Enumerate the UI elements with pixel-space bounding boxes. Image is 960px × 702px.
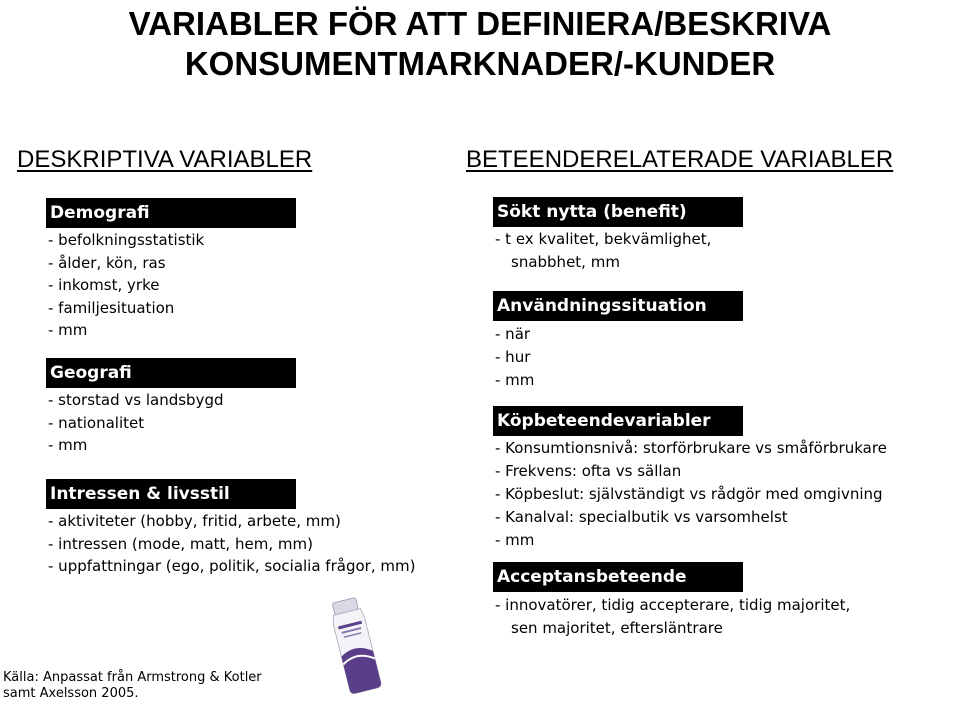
demografi-header: Demografi: [46, 198, 296, 228]
list-item: - Kanalval: specialbutik vs varsomhelst: [495, 508, 788, 526]
list-item: - intressen (mode, matt, hem, mm): [48, 534, 313, 553]
source-citation: [3, 670, 262, 702]
list-item: - aktiviteter (hobby, fritid, arbete, mm): [48, 512, 341, 530]
list-item: - befolkningsstatistik: [48, 231, 205, 249]
list-item: - uppfattningar (ego, politik, socialia frågor, mm): [48, 557, 416, 575]
list-item: sen majoritet, eftersläntrare: [511, 619, 723, 637]
intressen-header: Intressen & livsstil: [46, 479, 296, 509]
list-item: - ålder, kön, ras: [48, 253, 166, 272]
anvandningssituation-block: [493, 291, 743, 392]
kopbeteende-header: Köpbeteendevariabler: [493, 406, 743, 436]
source-line-2: samt Axelsson 2005.: [3, 686, 139, 701]
list-item: - familjesituation: [48, 298, 175, 317]
list-item: snabbhet, mm: [511, 253, 620, 271]
list-item: - hur: [495, 348, 531, 366]
list-item: - nationalitet: [48, 413, 145, 432]
intressen-block: [46, 479, 415, 578]
list-item: - mm: [48, 436, 88, 454]
list-item: - storstad vs landsbygd: [48, 391, 224, 409]
list-item: - t ex kvalitet, bekvämlighet,: [495, 230, 712, 248]
acceptans-header: Acceptansbeteende: [493, 562, 743, 592]
sokt-nytta-block: [493, 197, 743, 274]
anvandningssituation-header: Användningssituation: [493, 291, 743, 321]
demografi-block: [46, 198, 296, 342]
list-item: - Frekvens: ofta vs sällan: [495, 462, 682, 480]
list-item: - mm: [495, 371, 535, 389]
acceptans-block: [493, 562, 850, 640]
title-line-1: VARIABLER FÖR ATT DEFINIERA/BESKRIVA: [128, 5, 832, 42]
sokt-nytta-header: Sökt nytta (benefit): [493, 197, 743, 227]
page-title: [0, 4, 960, 84]
list-item: - mm: [48, 321, 88, 339]
list-item: - innovatörer, tidig accepterare, tidig majoritet,: [495, 596, 851, 614]
right-column-heading: BETEENDERELATERADE VARIABLER: [466, 146, 894, 173]
yoghurt-bottle-image: [325, 595, 385, 695]
left-column-heading: DESKRIPTIVA VARIABLER: [17, 146, 313, 173]
list-item: - inkomst, yrke: [48, 276, 160, 294]
list-item: - Konsumtionsnivå: storförbrukare vs småförbrukare: [495, 439, 887, 457]
geografi-header: Geografi: [46, 358, 296, 388]
list-item: - Köpbeslut: självständigt vs rådgör med omgivning: [495, 485, 883, 503]
source-line-1: Källa: Anpassat från Armstrong & Kotler: [3, 670, 262, 685]
list-item: - mm: [495, 531, 535, 549]
list-item: - när: [495, 325, 531, 343]
kopbeteende-block: [493, 406, 887, 552]
geografi-block: [46, 358, 296, 457]
title-line-2: KONSUMENTMARKNADER/-KUNDER: [184, 45, 776, 82]
